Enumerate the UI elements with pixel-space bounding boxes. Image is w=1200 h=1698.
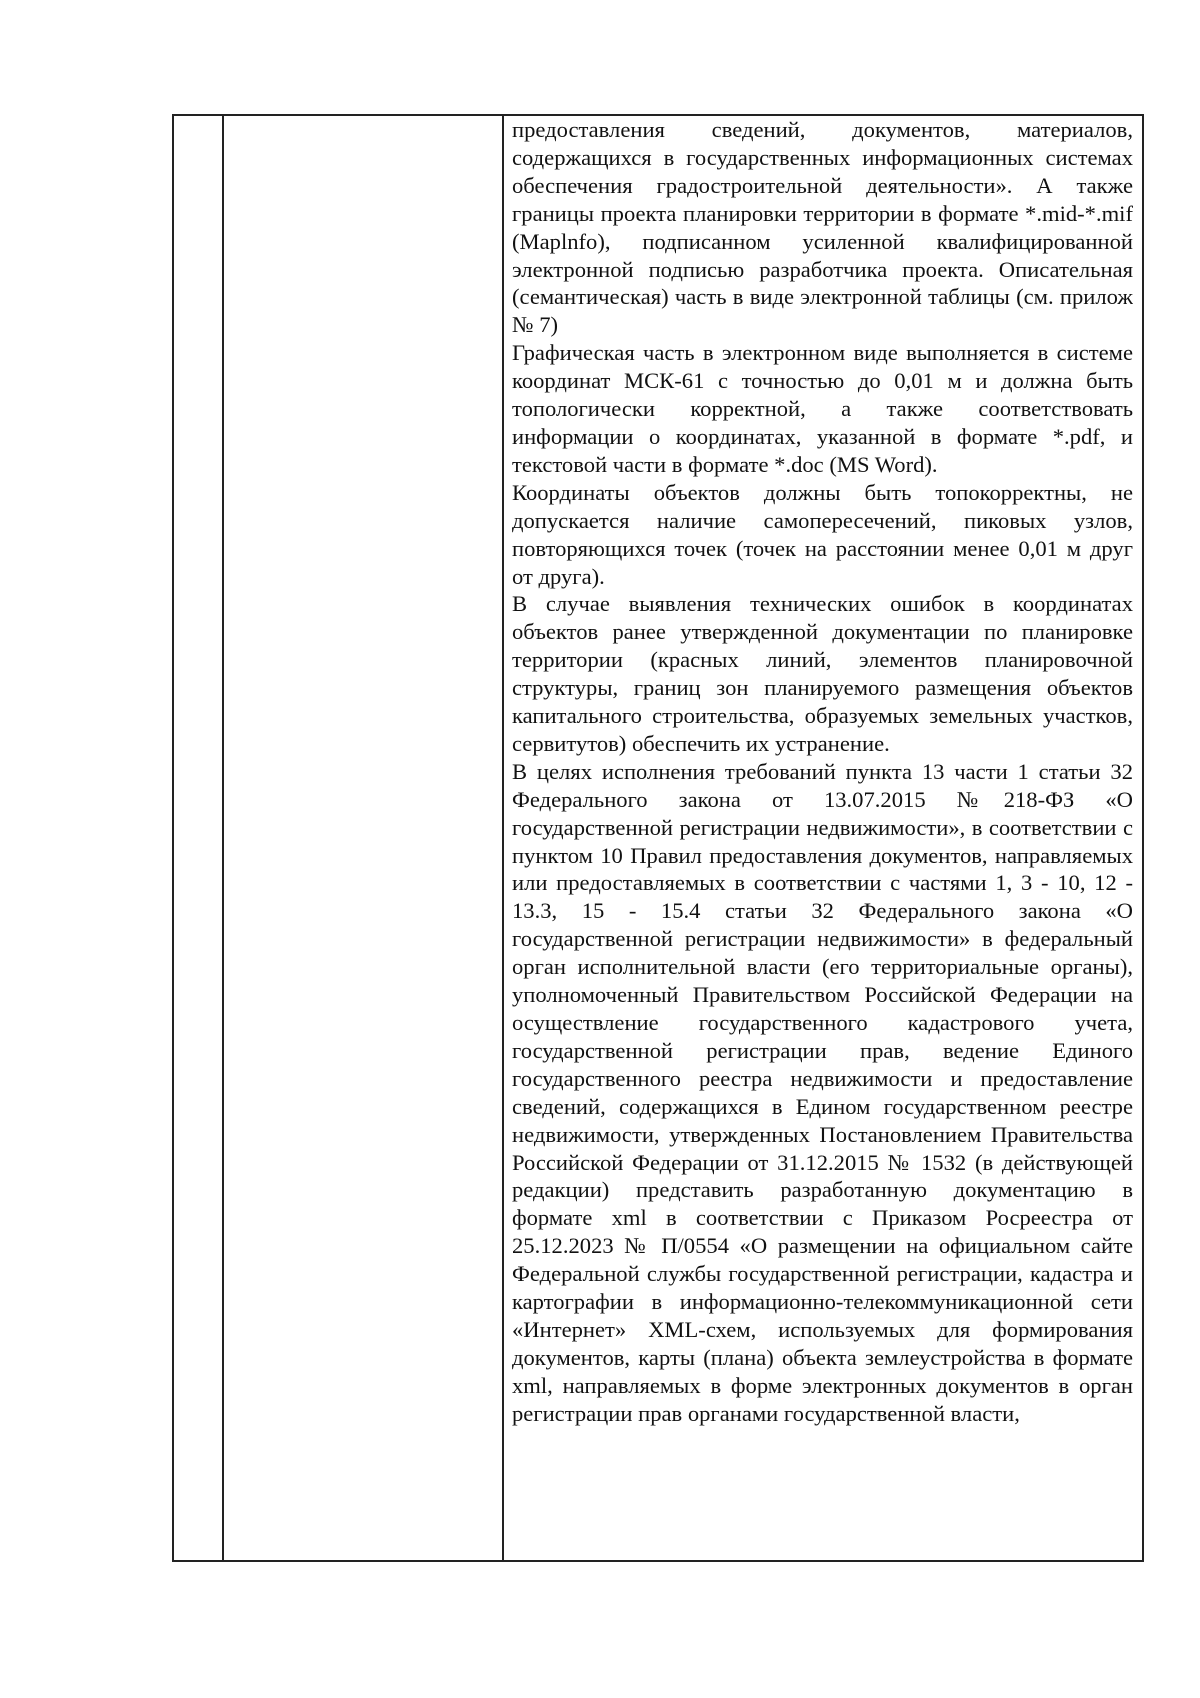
paragraph-registration-requirements: В целях исполнения требований пункта 13 части 1 статьи 32 Федерального закона от 13.07.2015 №218-ФЗ «О государственной регистрации недвижимости», в соответствии с пунктом 10 Правил предоставления документов, направляемых или предоставляемых в соответствии с частями 1, 3 - 10, 12 - 13.3, 15 - 15.4 статьи 32 Федерального закона «О государственной регистрации недвижимости» в федеральный орган исполнительной власти (его территориальные органы), уполномоченный Правительством Российской Федерации на осуществление государственного кадастрового учета, государственной регистрации прав, ведение Единого государственного реестра недвижимости и предоставление сведений, содержащихся в Едином государственном реестре недвижимости, утвержденных Постановлением Правительства Российской Федерации от 31.12.2015 № 1532 (в действующей редакции) представить разработанную документацию в формате xml в соответствии с Приказом Росреестра от 25.12.2023 № П/0554 «О размещении на официальном сайте Федеральной службы государственной регистрации, кадастра и картографии в информационно-телекоммуникационной сети «Интернет» XML-схем, используемых для формирования документов, карты (плана) объекта землеустройства в формате xml, направляемых в форме электронных документов в орган регистрации прав органами государственной власти,	[512, 758, 1133, 1426]
row-name-cell	[224, 116, 502, 1560]
paragraph-graphic-part: Графическая часть в электронном виде выполняется в системе координат МСК-61 с точностью до 0,01 м и должна быть топологически корректной, а также соответствовать информации о координатах, указанной в формате *.pdf, и текстовой части в формате *.doc (MS Word).	[512, 340, 1133, 477]
table-column-divider-2	[502, 114, 504, 1562]
paragraph-coordinates: Координаты объектов должны быть топокорректны, не допускается наличие самопересечений, пиковых узлов, повторяющихся точек (точек на расстоянии менее 0,01 м друг от друга).	[512, 479, 1133, 589]
table-border-right	[1142, 114, 1144, 1562]
paragraph-technical-errors: В случае выявления технических ошибок в координатах объектов ранее утвержденной документации по планировке территории (красных линий, элементов планировочной структуры, границ зон планируемого размещения объектов капитального строительства, образуемых земельных участков, сервитутов) обеспечить их устранение.	[512, 591, 1133, 756]
paragraph-data-formats: предоставления сведений, документов, материалов, содержащихся в государственных информационных системах обеспечения градостроительной деятельности». А также границы проекта планировки территории в формате *.mid-*.mif (Maplnfo), подписанном усиленной квалифицированной электронной подписью разработчика проекта. Описательная (семантическая) часть в виде электронной таблицы (см. прилож № 7)	[512, 117, 1133, 338]
row-content-cell	[512, 116, 1133, 1560]
row-number-cell	[174, 116, 222, 1560]
